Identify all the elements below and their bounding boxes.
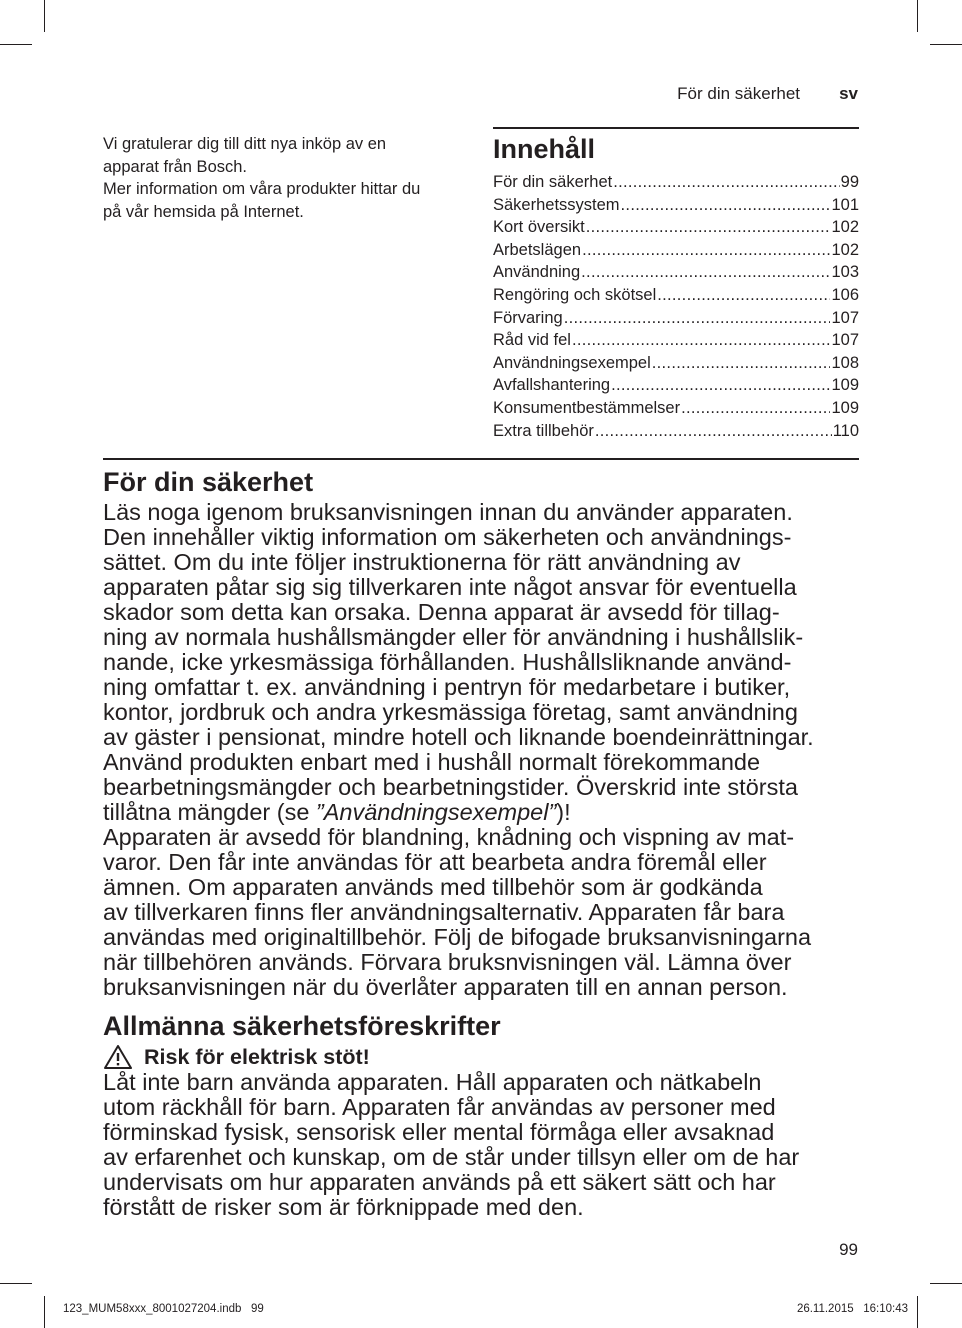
toc-entry[interactable]: [493, 329, 859, 352]
text-line: bearbetningsmängder och bearbetningstider. Överskrid inte största: [103, 774, 798, 800]
toc-leader-dots: [681, 397, 830, 420]
toc-entry-page: 107: [831, 308, 859, 327]
text-line: Använd produkten enbart med i hushåll normalt förekommande: [103, 749, 761, 775]
crop-mark: [0, 44, 32, 45]
toc-entry-label: Användningsexempel: [493, 353, 651, 372]
toc-entry[interactable]: [493, 194, 859, 217]
text-line: skador som detta kan orsaka. Denna apparat är avsedd för tillag-: [103, 599, 780, 625]
toc-entry-label: Förvaring: [493, 308, 563, 327]
toc-leader-dots: [613, 171, 839, 194]
intro-line: Vi gratulerar dig till ditt nya inköp av en: [103, 135, 387, 153]
toc-entry[interactable]: [493, 239, 859, 262]
section-title-safety: För din säkerhet: [103, 467, 314, 497]
print-slug-file: 123_MUM58xxx_8001027204.indb 99: [63, 1303, 264, 1315]
table-of-contents: [493, 127, 859, 442]
toc-entry-label: Användning: [493, 263, 581, 282]
text-line: förminskad fysisk, sensorisk eller mental förmåga eller avsaknad: [103, 1119, 775, 1145]
intro-line: apparat från Bosch.: [103, 157, 248, 176]
text-line: Den innehåller viktig information om säkerheten och användnings-: [103, 524, 792, 550]
toc-entry[interactable]: [493, 216, 859, 239]
text-line: av erfarenhet och kunskap, om de står under tillsyn eller om de har: [103, 1144, 800, 1170]
text-line: ning omfattar t. ex. användning i pentryn för medarbetare i butiker,: [103, 674, 791, 700]
toc-leader-dots: [621, 194, 831, 217]
text-line: sättet. Om du inte följer instruktionerna för rätt användning av: [103, 549, 741, 575]
crop-mark: [44, 1296, 45, 1328]
crop-mark: [917, 0, 918, 32]
warning-heading: [103, 1044, 859, 1070]
text-line: utom räckhåll för barn. Apparaten får användas av personer med: [103, 1094, 776, 1120]
toc-leader-dots: [611, 374, 830, 397]
toc-entry-label: För din säkerhet: [493, 173, 613, 191]
toc-leader-dots: [572, 329, 831, 352]
text-line: Läs noga igenom bruksanvisningen innan du använder apparaten.: [103, 499, 793, 525]
toc-entry-page: 102: [831, 218, 859, 237]
toc-entry-page: 107: [831, 331, 859, 350]
toc-leader-dots: [582, 239, 830, 262]
print-slug-timestamp: 26.11.2015 16:10:43: [796, 1303, 908, 1315]
section-rule: [103, 458, 859, 460]
toc-entry-label: Avfallshantering: [493, 376, 611, 395]
text-line: varor. Den får inte användas för att bearbeta andra föremål eller: [103, 849, 767, 875]
toc-entry[interactable]: [493, 397, 859, 420]
page-number: 99: [839, 1240, 858, 1259]
main-content: [103, 458, 859, 1220]
text-line: av gäster i pensionat, mindre hotell och liknande boendeinrättningar.: [103, 724, 814, 750]
toc-entry-label: Extra tillbehör: [493, 421, 594, 440]
toc-list: [493, 171, 859, 442]
toc-leader-dots: [586, 216, 831, 239]
toc-entry-page: 110: [832, 421, 859, 440]
toc-leader-dots: [564, 307, 831, 330]
toc-entry-label: Arbetslägen: [493, 240, 582, 259]
text-line: undervisats om hur apparaten används på ett säkert sätt och har: [103, 1169, 776, 1195]
header-section-title: För din säkerhet: [677, 84, 800, 103]
toc-entry[interactable]: [493, 420, 859, 443]
toc-entry-label: Konsumentbestämmelser: [493, 398, 681, 417]
toc-entry[interactable]: [493, 307, 859, 330]
text-line: [103, 800, 859, 825]
toc-entry-page: 103: [831, 263, 859, 282]
toc-entry-label: Råd vid fel: [493, 331, 571, 350]
general-safety-body: [103, 1070, 859, 1220]
text-line: Apparaten är avsedd för blandning, knådning och vispning av mat-: [103, 824, 795, 850]
text-line: när tillbehören används. Förvara bruksnvisningen väl. Lämna över: [103, 949, 792, 975]
crop-mark: [917, 1296, 918, 1328]
text-line: Låt inte barn använda apparaten. Håll apparaten och nätkabeln: [103, 1069, 762, 1095]
header-language-code: sv: [839, 84, 858, 103]
toc-leader-dots: [652, 352, 831, 375]
intro-text: [103, 133, 473, 223]
toc-entry[interactable]: [493, 374, 859, 397]
text-fragment: tillåtna mängder (se: [103, 799, 316, 825]
intro-line: på vår hemsida på Internet.: [103, 202, 304, 221]
text-line: förstått de risker som är förknippade med den.: [103, 1194, 584, 1220]
toc-entry-label: Rengöring och skötsel: [493, 285, 657, 304]
toc-entry-page: 106: [831, 285, 859, 304]
warning-title: Risk för elektrisk stöt!: [144, 1045, 370, 1069]
crop-mark: [930, 1283, 962, 1284]
toc-entry[interactable]: [493, 284, 859, 307]
text-line: kontor, jordbruk och andra yrkesmässiga företag, samt användning: [103, 699, 798, 725]
intro-line: Mer information om våra produkter hittar du: [103, 180, 421, 198]
toc-leader-dots: [595, 420, 832, 443]
toc-title: Innehåll: [493, 134, 596, 164]
safety-paragraph-2: [103, 825, 859, 1000]
crop-mark: [44, 0, 45, 32]
toc-entry-label: Säkerhetssystem: [493, 195, 620, 214]
toc-entry-page: 109: [831, 398, 859, 417]
toc-entry-page: 102: [831, 240, 859, 259]
toc-entry-page: 99: [840, 173, 859, 191]
text-fragment: )!: [556, 799, 571, 825]
text-line: ämnen. Om apparaten används med tillbehör som är godkända: [103, 874, 763, 900]
text-line: bruksanvisningen när du överlåter apparaten till en annan person.: [103, 974, 788, 1000]
text-line: apparaten påtar sig sig tillverkaren inte något ansvar för eventuella: [103, 574, 797, 600]
toc-entry-page: 108: [831, 353, 859, 372]
cross-reference[interactable]: ”Användningsexempel”: [315, 799, 557, 825]
text-line: nande, icke yrkesmässiga förhållanden. Hushållsliknande använd-: [103, 649, 792, 675]
toc-entry-page: 109: [831, 376, 859, 395]
running-header: [600, 84, 858, 106]
warning-triangle-icon: [103, 1044, 133, 1070]
safety-paragraph-1: [103, 500, 859, 825]
toc-entry[interactable]: [493, 261, 859, 284]
toc-entry[interactable]: [493, 352, 859, 375]
safety-body: [103, 500, 859, 1000]
text-line: ning av normala hushållsmängder eller för användning i hushållslik-: [103, 624, 804, 650]
toc-leader-dots: [657, 284, 830, 307]
text-line: av tillverkaren finns fler användningsalternativ. Apparaten får bara: [103, 899, 785, 925]
toc-entry-label: Kort översikt: [493, 218, 585, 237]
section-title-general-safety: Allmänna säkerhetsföreskrifter: [103, 1011, 501, 1041]
toc-entry[interactable]: [493, 171, 859, 194]
toc-entry-page: 101: [831, 195, 859, 214]
toc-leader-dots: [581, 261, 830, 284]
text-line: användas med originaltillbehör. Följ de bifogade bruksanvisningarna: [103, 924, 812, 950]
toc-rule: [493, 127, 859, 129]
crop-mark: [0, 1283, 32, 1284]
crop-mark: [930, 44, 962, 45]
